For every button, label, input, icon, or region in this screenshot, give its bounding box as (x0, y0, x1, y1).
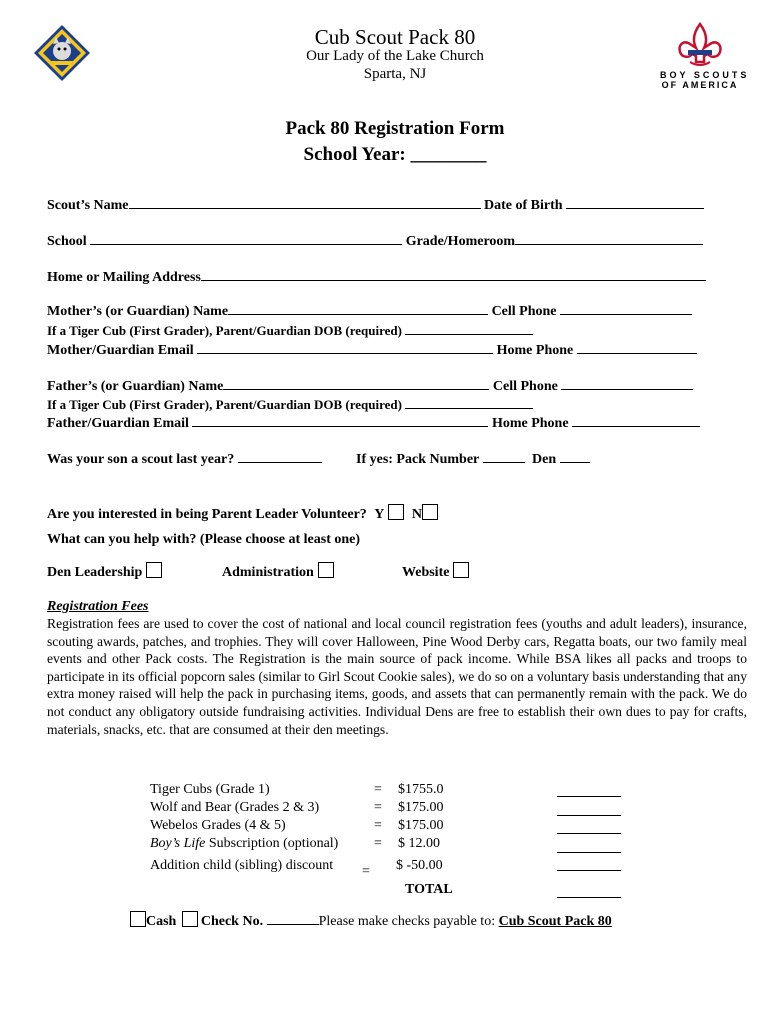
mother-home-field[interactable] (577, 341, 697, 354)
den-leadership-label: Den Leadership (47, 565, 143, 580)
fee-blank-tiger[interactable] (557, 784, 621, 797)
mother-cell-field[interactable] (560, 302, 692, 315)
tiger-dob-label-1: If a Tiger Cub (First Grader), Parent/Guardian DOB (required) (47, 323, 402, 338)
pack-number-field[interactable] (483, 450, 525, 463)
fee-label-tiger: Tiger Cubs (Grade 1) (150, 782, 270, 797)
fees-paragraph: Registration fees are used to cover the cost of national and local council registration fees (youths and adult leaders), insurance, scouting awards, patches, and trophies. They will cover Halloween, Pine Wood Derby cars, Regatta boats, our two family meal events and other Pack costs. The Registration is the main source of pack income. While BSA likes all packs and troops to participate in its official popcorn sales (similar to Girl Scout Cookie sales), we do so on a voluntary basis understanding that any extra money raised will help the pack in purchasing items, goods, and assets that can permanently remain with the pack. We do not conduct any obligatory outside fundraising activities. Individual Dens are free to establish their own dues to pay for crafts, materials, snacks, etc. that are consumed at their den meetings. (47, 616, 747, 737)
bsa-logo (660, 22, 750, 94)
fee-amount-tiger: $1755.0 (398, 782, 444, 797)
tiger-dob-label-2: If a Tiger Cub (First Grader), Parent/Guardian DOB (required) (47, 397, 402, 412)
website-checkbox[interactable] (453, 562, 469, 578)
fee-label-wolf: Wolf and Bear (Grades 2 & 3) (150, 800, 320, 815)
dob-label: Date of Birth (484, 198, 563, 213)
scout-name-field[interactable] (129, 196, 481, 209)
cash-label: Cash (146, 914, 177, 929)
scout-last-year-field[interactable] (238, 450, 322, 463)
volunteer-question: Are you interested in being Parent Leader Volunteer? (47, 507, 367, 522)
fee-eq-wolf: = (374, 800, 382, 815)
father-home-label: Home Phone (491, 416, 569, 431)
father-cell-field[interactable] (561, 377, 693, 390)
fee-blank-sibling[interactable] (557, 858, 621, 871)
address-label: Home or Mailing Address (47, 270, 201, 285)
scout-name-label: Scout’s Name (47, 198, 129, 213)
volunteer-yes-checkbox[interactable] (388, 504, 404, 520)
volunteer-no-checkbox[interactable] (422, 504, 438, 520)
father-home-field[interactable] (572, 414, 700, 427)
grade-field[interactable] (515, 232, 703, 245)
payable-text: Please make checks payable to: (318, 914, 496, 929)
dob-field[interactable] (566, 196, 704, 209)
tiger-dob-field-1[interactable] (405, 322, 533, 335)
fee-total-field[interactable] (557, 885, 621, 898)
address-field[interactable] (201, 268, 706, 281)
school-label: School (47, 234, 87, 249)
father-cell-label: Cell Phone (492, 379, 558, 394)
fee-label-sibling: Addition child (sibling) discount (150, 858, 334, 873)
school-year: School Year: ________ (303, 144, 487, 165)
den-field[interactable] (560, 450, 590, 463)
bsa-text-1: BOY SCOUTS (660, 70, 750, 80)
check-number-field[interactable] (267, 912, 319, 925)
cub-scout-logo-icon (33, 24, 91, 82)
father-email-field[interactable] (192, 414, 488, 427)
fee-eq-webelos: = (374, 818, 382, 833)
payee-name: Cub Scout Pack 80 (498, 914, 612, 929)
tiger-dob-field-2[interactable] (405, 396, 533, 409)
mother-name-label: Mother’s (or Guardian) Name (47, 304, 229, 319)
fee-amount-boyslife: $ 12.00 (398, 836, 440, 851)
fleur-de-lis-icon (660, 22, 740, 70)
help-question: What can you help with? (Please choose at least one) (47, 532, 361, 547)
administration-label: Administration (222, 565, 314, 580)
mother-name-field[interactable] (228, 302, 488, 315)
fee-eq-boyslife: = (374, 836, 382, 851)
father-email-label: Father/Guardian Email (47, 416, 189, 431)
fee-eq-tiger: = (374, 782, 382, 797)
school-field[interactable] (90, 232, 402, 245)
location: Sparta, NJ (363, 66, 427, 82)
scout-last-year-label: Was your son a scout last year? (47, 452, 235, 467)
fee-blank-wolf[interactable] (557, 803, 621, 816)
church-name: Our Lady of the Lake Church (306, 48, 484, 64)
bsa-text-2: OF AMERICA (661, 80, 739, 90)
fees-heading: Registration Fees (47, 599, 149, 614)
den-label: Den (532, 452, 557, 467)
father-name-label: Father’s (or Guardian) Name (47, 379, 224, 394)
fee-blank-boyslife[interactable] (557, 840, 621, 853)
administration-checkbox[interactable] (318, 562, 334, 578)
mother-email-field[interactable] (197, 341, 493, 354)
fee-amount-wolf: $175.00 (398, 800, 444, 815)
website-label: Website (402, 565, 450, 580)
mother-home-label: Home Phone (496, 343, 574, 358)
check-label: Check No. (200, 914, 264, 929)
volunteer-yes-label: Y (374, 507, 385, 522)
grade-label: Grade/Homeroom (405, 234, 516, 249)
form-title: Pack 80 Registration Form (285, 118, 505, 139)
father-name-field[interactable] (223, 377, 489, 390)
cub-scout-logo (33, 24, 91, 82)
fee-label-webelos: Webelos Grades (4 & 5) (150, 818, 286, 833)
check-checkbox[interactable] (182, 911, 198, 927)
mother-email-label: Mother/Guardian Email (47, 343, 194, 358)
fee-label-boyslife-italic: Boy’s Life (150, 836, 206, 851)
pack-number-label: If yes: Pack Number (356, 452, 480, 467)
fee-amount-sibling: $ -50.00 (396, 858, 443, 873)
cash-checkbox[interactable] (130, 911, 146, 927)
den-leadership-checkbox[interactable] (146, 562, 162, 578)
mother-cell-label: Cell Phone (491, 304, 557, 319)
fee-eq-sibling: = (362, 864, 370, 879)
fee-label-boyslife-rest: Subscription (optional) (205, 836, 339, 851)
fee-blank-webelos[interactable] (557, 821, 621, 834)
pack-title: Cub Scout Pack 80 (314, 25, 476, 49)
volunteer-no-label: N (411, 507, 423, 522)
fee-total-label: TOTAL (405, 882, 453, 897)
fee-amount-webelos: $175.00 (398, 818, 444, 833)
